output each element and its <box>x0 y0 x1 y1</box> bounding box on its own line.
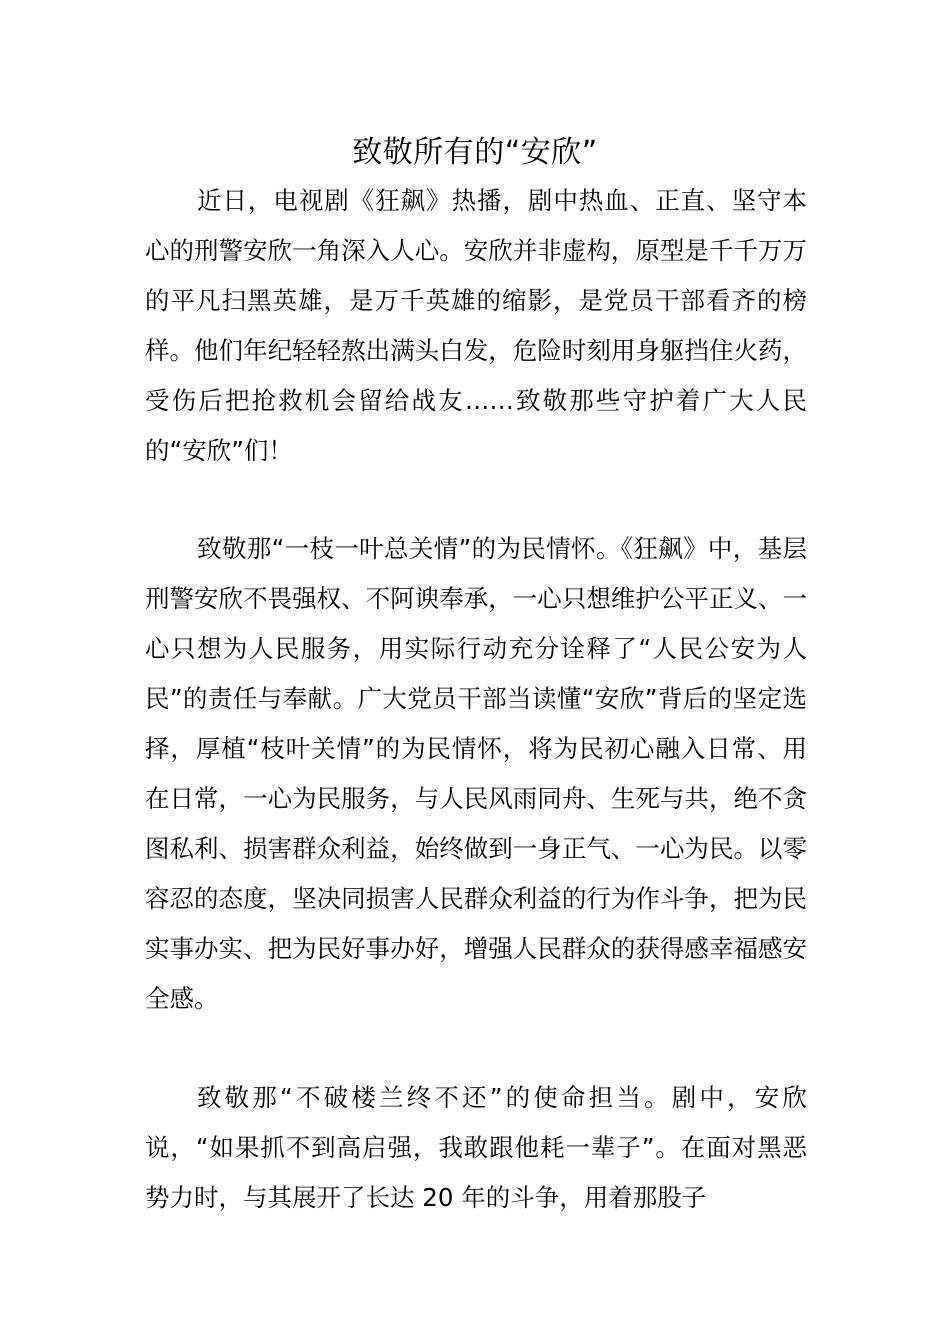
paragraph-people-first: 致敬那“一枝一叶总关情”的为民情怀。《狂飙》中，基层刑警安欣不畏强权、不阿谀奉承，一心只想维护公平正义、一心只想为人民服务，用实际行动充分诠释了“人民公安为人民”的责任与奉献。广大党员干部当读懂“安欣”背后的坚定选择，厚植“枝叶关情”的为民情怀，将为民初心融入日常、用在日常，一心为民服务，与人民风雨同舟、生死与共，绝不贪图私利、损害群众利益，始终做到一身正气、一心为民。以零容忍的态度，坚决同损害人民群众利益的行为作斗争，把为民实事办实、把为民好事办好，增强人民群众的获得感幸福感安全感。 <box>145 534 807 1013</box>
paragraph-intro: 近日，电视剧《狂飙》热播，剧中热血、正直、坚守本心的刑警安欣一角深入人心。安欣并非虚构，原型是千千万万的平凡扫黑英雄，是万千英雄的缩影，是党员干部看齐的榜样。他们年纪轻轻熬出满头白发，危险时刻用身躯挡住火药，受伤后把抢救机会留给战友……致敬那些守护着广大人民的“安欣”们！ <box>145 186 807 465</box>
paragraph-mission: 致敬那“不破楼兰终不还”的使命担当。剧中，安欣说，“如果抓不到高启强，我敢跟他耗一辈子”。在面对黑恶势力时，与其展开了长达 20 年的斗争，用着那股子 <box>145 1083 807 1212</box>
document-title: 致敬所有的“安欣” <box>352 135 598 170</box>
